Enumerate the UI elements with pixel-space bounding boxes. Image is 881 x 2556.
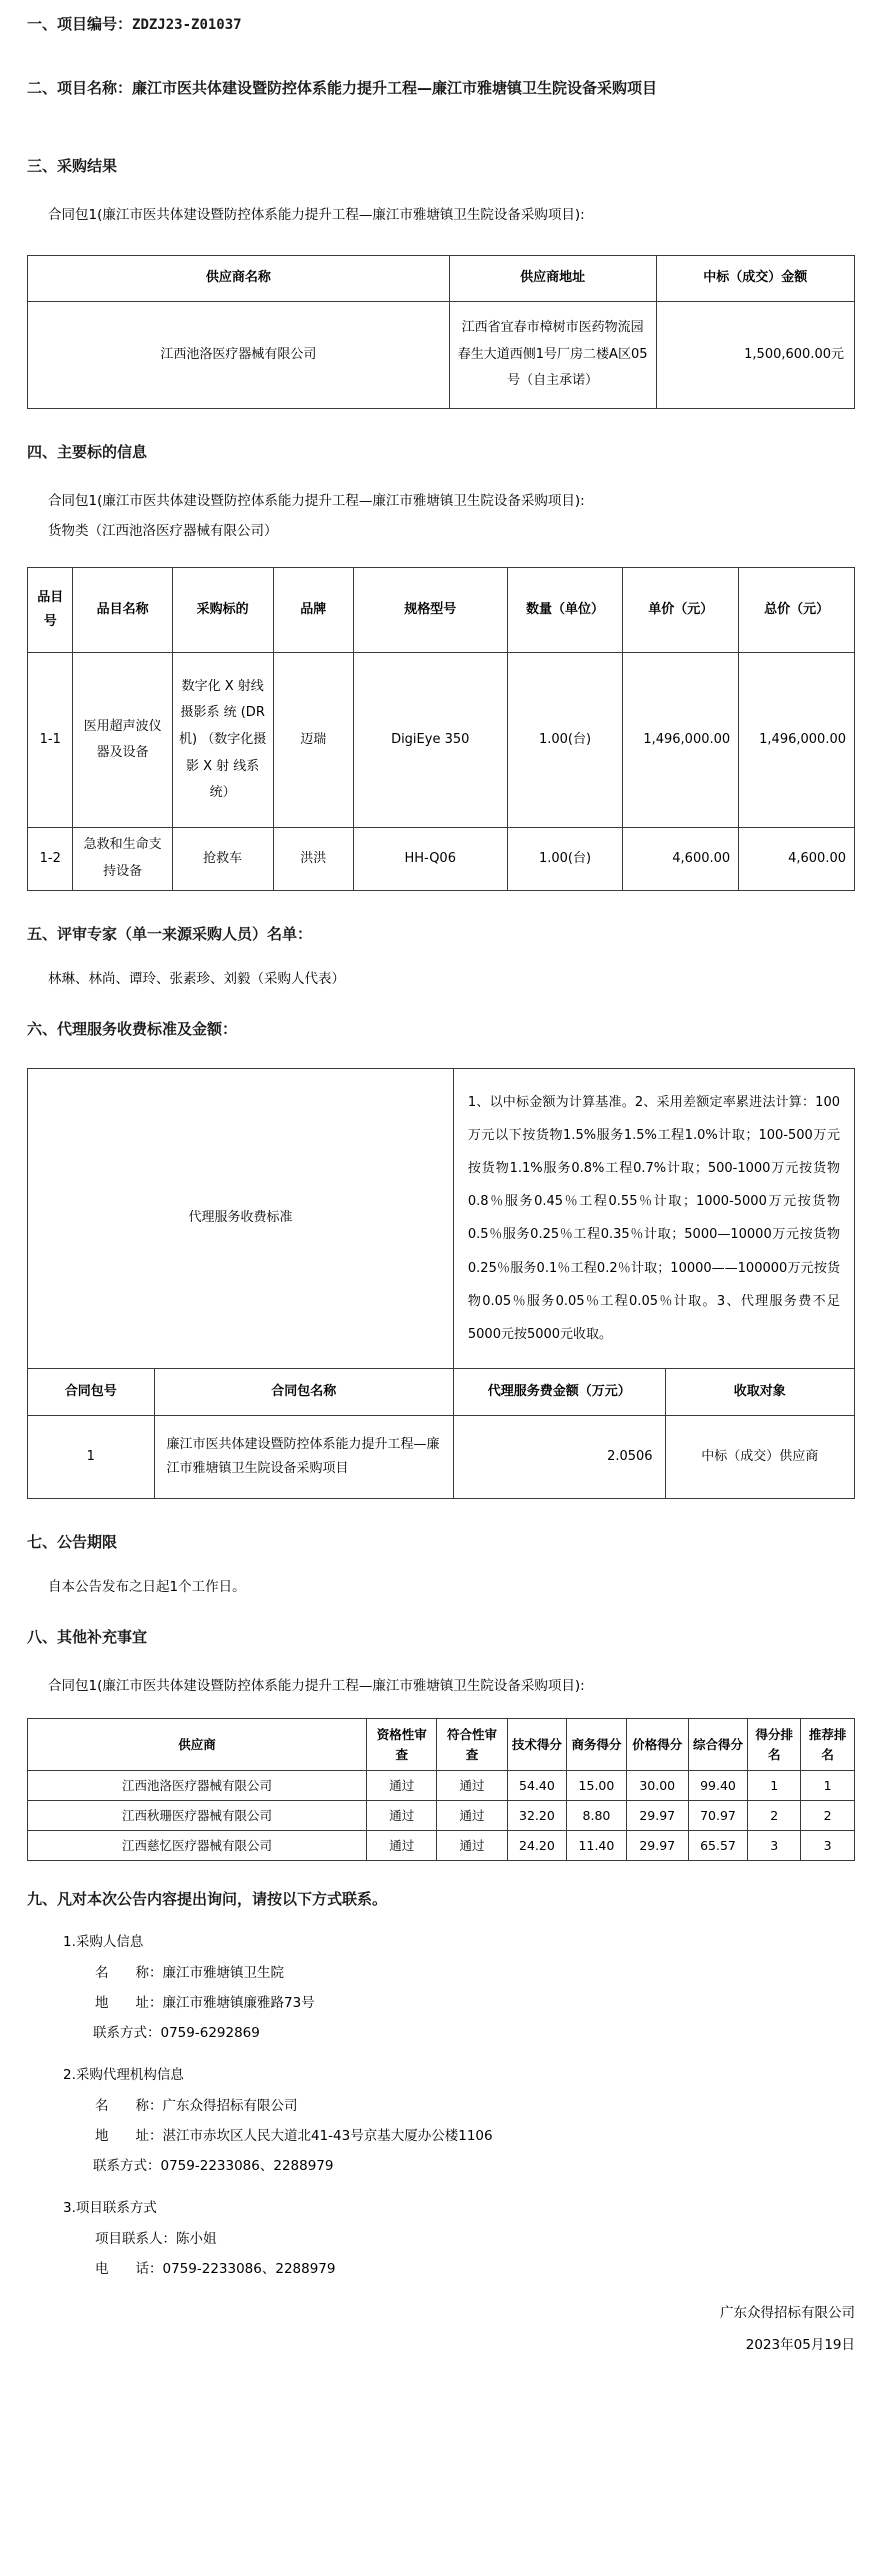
purchaser-contact-line bbox=[93, 2023, 855, 2043]
supplier-name-header: 供应商名称 bbox=[28, 255, 450, 301]
business-score-cell: 11.40 bbox=[567, 1831, 627, 1861]
project-person-value: 陈小姐 bbox=[176, 2230, 217, 2247]
score-table bbox=[27, 1718, 855, 1861]
item-name-cell: 急救和生命支持设备 bbox=[73, 828, 172, 890]
purchaser-name-line bbox=[95, 1963, 855, 1983]
notice-period-text: 自本公告发布之日起1个工作日。 bbox=[48, 1578, 246, 1595]
supplier-name-cell: 江西池洛医疗器械有限公司 bbox=[28, 301, 450, 408]
price-score-cell: 29.97 bbox=[626, 1801, 688, 1831]
package-name-cell: 廉江市医共体建设暨防控体系能力提升工程—廉江市雅塘镇卫生院设备采购项目 bbox=[154, 1415, 453, 1498]
project-contact-block bbox=[27, 2198, 855, 2279]
project-name-label: 二、项目名称： bbox=[27, 78, 133, 97]
goods-category-line: 货物类（江西池洛医疗器械有限公司） bbox=[48, 523, 278, 540]
purchaser-address-value: 廉江市雅塘镇廉雅路73号 bbox=[162, 1994, 315, 2011]
qualification-review-header: 资格性审查 bbox=[367, 1719, 437, 1771]
procurement-result-heading: 三、采购结果 bbox=[27, 156, 118, 175]
purchaser-name-value: 廉江市雅塘镇卫生院 bbox=[162, 1964, 284, 1981]
purchaser-address-line bbox=[95, 1993, 855, 2013]
agency-contact-line bbox=[93, 2156, 855, 2176]
model-cell: DigiEye 350 bbox=[353, 653, 507, 828]
quantity-cell: 1.00(台) bbox=[507, 653, 623, 828]
package-name-header: 合同包名称 bbox=[154, 1368, 453, 1415]
project-phone-line bbox=[95, 2259, 855, 2279]
project-number-value: ZDZJ23-Z01037 bbox=[132, 17, 242, 33]
agency-address-label: 地 址： bbox=[95, 2127, 163, 2144]
purchaser-name-label: 名 称： bbox=[95, 1964, 163, 1981]
unit-price-cell: 4,600.00 bbox=[623, 828, 739, 890]
result-table bbox=[27, 255, 855, 409]
brand-cell: 迈瑞 bbox=[273, 653, 353, 828]
package-no-header: 合同包号 bbox=[28, 1368, 155, 1415]
score-supplier-cell: 江西池洛医疗器械有限公司 bbox=[28, 1771, 367, 1801]
bid-package-line: 合同包1(廉江市医共体建设暨防控体系能力提升工程—廉江市雅塘镇卫生院设备采购项目): bbox=[48, 492, 585, 509]
score-rank-cell: 2 bbox=[748, 1801, 801, 1831]
agency-fee-heading: 六、代理服务收费标准及金额： bbox=[27, 1019, 238, 1038]
result-table-row bbox=[28, 301, 855, 408]
item-no-header: 品目号 bbox=[28, 568, 73, 653]
project-number-line bbox=[27, 14, 855, 36]
agency-fee-table bbox=[27, 1068, 855, 1499]
package-no-cell: 1 bbox=[28, 1415, 155, 1498]
unit-price-header: 单价（元） bbox=[623, 568, 739, 653]
score-table-row bbox=[28, 1831, 855, 1861]
recommend-rank-cell: 3 bbox=[801, 1831, 855, 1861]
fee-table-row bbox=[28, 1415, 855, 1498]
project-phone-value: 0759-2233086、2288979 bbox=[162, 2260, 336, 2277]
quantity-header: 数量（单位） bbox=[507, 568, 623, 653]
total-price-cell: 4,600.00 bbox=[739, 828, 855, 890]
price-score-cell: 30.00 bbox=[626, 1771, 688, 1801]
qualification-cell: 通过 bbox=[367, 1771, 437, 1801]
agency-info-title: 2.采购代理机构信息 bbox=[63, 2067, 184, 2084]
total-score-cell: 99.40 bbox=[688, 1771, 748, 1801]
items-table-header-row bbox=[28, 568, 855, 653]
fee-standard-text-cell: 1、以中标金额为计算基准。2、采用差额定率累进法计算：100万元以下按货物1.5%服务1.5%工程1.0%计取；100-500万元按货物1.1%服务0.8%工程0.7%计取；500-1000万元按货物0.8％服务0.45％工程0.55％计取；1000-5000万元按货物0.5％服务0.25％工程0.35％计取；5000—10000万元按货物0.25％服务0.1％工程0.2％计取；10000——100000万元按货物0.05％服务0.05％工程0.05％计取。3、代理服务费不足5000元按5000元收取。 bbox=[453, 1068, 854, 1368]
purchaser-contact-label: 联系方式： bbox=[93, 2025, 161, 2042]
project-name-value: 廉江市医共体建设暨防控体系能力提升工程—廉江市雅塘镇卫生院设备采购项目 bbox=[132, 78, 658, 97]
business-score-cell: 8.80 bbox=[567, 1801, 627, 1831]
footer bbox=[27, 2303, 855, 2556]
recommend-rank-header: 推荐排名 bbox=[801, 1719, 855, 1771]
purchaser-address-label: 地 址： bbox=[95, 1994, 163, 2011]
qualification-cell: 通过 bbox=[367, 1801, 437, 1831]
footer-date: 2023年05月19日 bbox=[745, 2337, 855, 2354]
fee-payer-header: 收取对象 bbox=[665, 1368, 854, 1415]
purchaser-info-title: 1.采购人信息 bbox=[63, 1934, 144, 1951]
purchaser-info-block bbox=[27, 1932, 855, 2043]
agency-contact-label: 联系方式： bbox=[93, 2158, 161, 2175]
model-header: 规格型号 bbox=[353, 568, 507, 653]
technical-score-header: 技术得分 bbox=[507, 1719, 567, 1771]
conformity-cell: 通过 bbox=[437, 1801, 507, 1831]
award-amount-cell: 1,500,600.00元 bbox=[656, 301, 854, 408]
unit-price-cell: 1,496,000.00 bbox=[623, 653, 739, 828]
score-rank-header: 得分排名 bbox=[748, 1719, 801, 1771]
business-score-cell: 15.00 bbox=[567, 1771, 627, 1801]
project-name-line bbox=[27, 78, 855, 99]
experts-heading: 五、评审专家（单一来源采购人员）名单： bbox=[27, 924, 313, 943]
purchaser-contact-value: 0759-6292869 bbox=[160, 2025, 260, 2042]
score-rank-cell: 1 bbox=[748, 1771, 801, 1801]
agency-contact-value: 0759-2233086、2288979 bbox=[160, 2158, 334, 2175]
notice-period-heading: 七、公告期限 bbox=[27, 1532, 118, 1551]
result-table-header-row bbox=[28, 255, 855, 301]
total-score-header: 综合得分 bbox=[688, 1719, 748, 1771]
brand-cell: 洪洪 bbox=[273, 828, 353, 890]
recommend-rank-cell: 1 bbox=[801, 1771, 855, 1801]
supplier-address-header: 供应商地址 bbox=[449, 255, 656, 301]
score-supplier-header: 供应商 bbox=[28, 1719, 367, 1771]
item-row bbox=[28, 653, 855, 828]
footer-company: 广东众得招标有限公司 bbox=[720, 2305, 855, 2322]
supplier-address-cell: 江西省宜春市樟树市医药物流园春生大道西侧1号厂房二楼A区05号（自主承诺） bbox=[449, 301, 656, 408]
score-table-header-row bbox=[28, 1719, 855, 1771]
main-bid-info-heading: 四、主要标的信息 bbox=[27, 442, 148, 461]
brand-header: 品牌 bbox=[273, 568, 353, 653]
recommend-rank-cell: 2 bbox=[801, 1801, 855, 1831]
business-score-header: 商务得分 bbox=[567, 1719, 627, 1771]
price-score-header: 价格得分 bbox=[626, 1719, 688, 1771]
project-contact-title: 3.项目联系方式 bbox=[63, 2200, 157, 2217]
score-supplier-cell: 江西慈忆医疗器械有限公司 bbox=[28, 1831, 367, 1861]
item-name-header: 品目名称 bbox=[73, 568, 172, 653]
award-amount-header: 中标（成交）金额 bbox=[656, 255, 854, 301]
project-person-label: 项目联系人： bbox=[95, 2230, 176, 2247]
score-table-row bbox=[28, 1771, 855, 1801]
conformity-cell: 通过 bbox=[437, 1771, 507, 1801]
fee-standard-row bbox=[28, 1068, 855, 1368]
technical-score-cell: 54.40 bbox=[507, 1771, 567, 1801]
items-table bbox=[27, 567, 855, 890]
conformity-cell: 通过 bbox=[437, 1831, 507, 1861]
score-supplier-cell: 江西秋珊医疗器械有限公司 bbox=[28, 1801, 367, 1831]
total-price-header: 总价（元） bbox=[739, 568, 855, 653]
fee-amount-cell: 2.0506 bbox=[453, 1415, 665, 1498]
other-matters-heading: 八、其他补充事宜 bbox=[27, 1628, 148, 1647]
project-person-line bbox=[95, 2229, 855, 2249]
subject-cell: 数字化 X 射线 摄影系 统 (DR机) （数字化摄 影 X 射 线系统） bbox=[172, 653, 273, 828]
contact-heading: 九、凡对本次公告内容提出询问，请按以下方式联系。 bbox=[27, 1890, 388, 1909]
agency-info-block bbox=[27, 2065, 855, 2176]
score-rank-cell: 3 bbox=[748, 1831, 801, 1861]
experts-list: 林琳、林尚、谭玲、张素珍、刘毅（采购人代表） bbox=[48, 970, 345, 987]
total-score-cell: 65.57 bbox=[688, 1831, 748, 1861]
result-package-line: 合同包1(廉江市医共体建设暨防控体系能力提升工程—廉江市雅塘镇卫生院设备采购项目): bbox=[48, 206, 585, 223]
agency-address-line bbox=[95, 2126, 855, 2146]
fee-payer-cell: 中标（成交）供应商 bbox=[665, 1415, 854, 1498]
subject-cell: 抢救车 bbox=[172, 828, 273, 890]
agency-name-label: 名 称： bbox=[95, 2097, 163, 2114]
price-score-cell: 29.97 bbox=[626, 1831, 688, 1861]
item-row bbox=[28, 828, 855, 890]
qualification-cell: 通过 bbox=[367, 1831, 437, 1861]
technical-score-cell: 32.20 bbox=[507, 1801, 567, 1831]
total-price-cell: 1,496,000.00 bbox=[739, 653, 855, 828]
fee-table-header-row bbox=[28, 1368, 855, 1415]
fee-standard-label-cell: 代理服务收费标准 bbox=[28, 1068, 454, 1368]
subject-header: 采购标的 bbox=[172, 568, 273, 653]
score-table-row bbox=[28, 1801, 855, 1831]
project-phone-label: 电 话： bbox=[95, 2260, 163, 2277]
agency-name-line bbox=[95, 2096, 855, 2116]
total-score-cell: 70.97 bbox=[688, 1801, 748, 1831]
agency-address-value: 湛江市赤坎区人民大道北41-43号京基大厦办公楼1106 bbox=[162, 2127, 493, 2144]
item-no-cell: 1-2 bbox=[28, 828, 73, 890]
score-package-line: 合同包1(廉江市医共体建设暨防控体系能力提升工程—廉江市雅塘镇卫生院设备采购项目): bbox=[48, 1678, 585, 1695]
technical-score-cell: 24.20 bbox=[507, 1831, 567, 1861]
conformity-review-header: 符合性审查 bbox=[437, 1719, 507, 1771]
project-number-label: 一、项目编号： bbox=[27, 15, 133, 33]
item-no-cell: 1-1 bbox=[28, 653, 73, 828]
fee-amount-header: 代理服务费金额（万元） bbox=[453, 1368, 665, 1415]
quantity-cell: 1.00(台) bbox=[507, 828, 623, 890]
agency-name-value: 广东众得招标有限公司 bbox=[162, 2097, 298, 2114]
model-cell: HH-Q06 bbox=[353, 828, 507, 890]
item-name-cell: 医用超声波仪器及设备 bbox=[73, 653, 172, 828]
